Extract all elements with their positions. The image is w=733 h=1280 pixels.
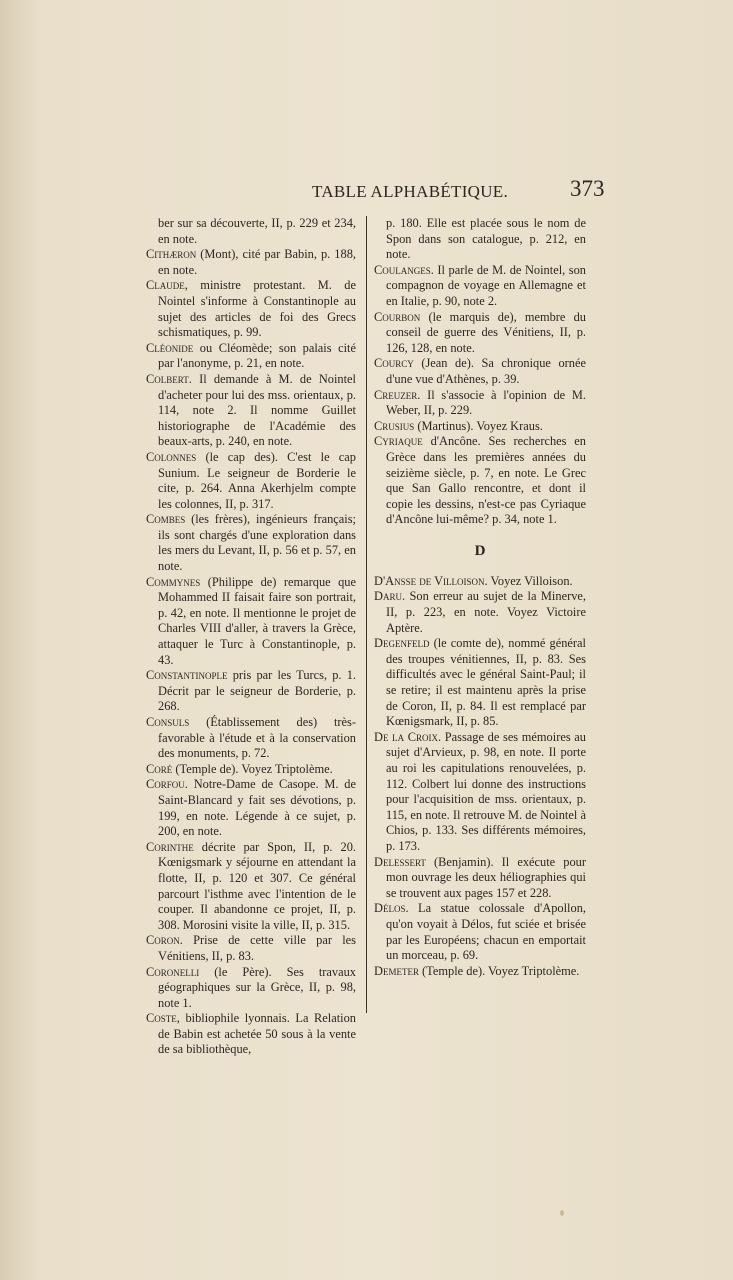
entry-text: (Mont), cité par Babin, p. 188, en note. (158, 247, 356, 277)
index-entry (146, 247, 356, 278)
entry-heading: Coste (146, 1011, 177, 1026)
entry-heading: Daru (374, 589, 402, 604)
running-title: TABLE ALPHABÉTIQUE. (312, 182, 509, 201)
entry-text: (Martinus). Voyez Kraus. (414, 418, 543, 433)
entry-heading: Cléonide (146, 340, 194, 355)
right-column (374, 216, 586, 979)
entry-heading: Cyriaque (374, 434, 423, 449)
entry-text: . Il s'associe à l'opinion de M. Weber, II, p. 229. (386, 387, 586, 418)
index-entry (146, 1011, 356, 1058)
index-entry (146, 668, 356, 715)
entry-heading: De la Croix (374, 729, 439, 744)
page-number: 373 (570, 176, 605, 201)
index-entry (146, 777, 356, 839)
index-entry (146, 933, 356, 964)
entry-heading: Cithæron (146, 247, 197, 262)
entry-heading: Colonnes (146, 449, 197, 464)
index-entry (374, 388, 586, 419)
index-entry (374, 901, 586, 963)
entry-text: décrite par Spon, II, p. 20. Kœnigsmark y séjourne en attendant la flotte, II, p. 120 et 307. Ce général parcourt l'isthme avec l'intention de le couper. Il abandonne ce projet, II, p. 308. Morosini visite la ville, II, p. 315. (158, 839, 356, 932)
entry-text: . Il parle de M. de Nointel, son compagnon de voyage en Allemagne et en Italie, p. 90, note 2. (386, 262, 586, 308)
entry-heading: Constantinople (146, 668, 228, 683)
index-entry (374, 574, 586, 590)
entry-heading: Commynes (146, 574, 201, 589)
index-entry (146, 965, 356, 1012)
entry-text: . Voyez Villoison. (484, 573, 573, 588)
entry-text: (le Père). Ses travaux géographiques sur la Grèce, II, p. 98, note 1. (158, 964, 356, 1010)
entry-heading: D'Ansse de Villoison (374, 573, 485, 588)
entry-text: (Temple de). Voyez Triptolème. (172, 761, 333, 776)
index-entry (374, 730, 586, 855)
entry-heading: Creuzer (374, 387, 418, 402)
left-column (146, 216, 356, 1058)
index-entry (146, 341, 356, 372)
entry-text: . Notre-Dame de Casope. M. de Saint-Blancard y fait ses dévotions, p. 199, en note. Légende à ce sujet, p. 200, en note. (158, 777, 356, 839)
index-entry-continuation (374, 216, 586, 263)
column-divider (366, 216, 367, 1013)
entry-heading: Corfou (146, 777, 185, 792)
entry-heading: Corinthe (146, 839, 194, 854)
entry-text: (le comte de), nommé général des troupes vénitiennes, II, p. 83. Ses difficultés avec le général Saint-Paul; il se retire; il est maintenu après la prise de Coron, II, p. 84. Il est remplacé par Kœnigsmark, II, p. 85. (386, 636, 586, 729)
index-entry (374, 855, 586, 902)
entry-heading: Combes (146, 512, 186, 527)
index-entry (374, 419, 586, 435)
entry-text: ber sur sa découverte, II, p. 229 et 234, en note. (158, 216, 356, 246)
entry-text: . Passage de ses mémoires au sujet d'Arvieux, p. 98, en note. Il porte au roi les capitulations renouvelées, p. 112. Colbert lui donne des instructions pour l'acquisition de mss. orientaux, p. 115, en note. Il retrouve M. de Nointel à Chios, p. 133. Ses différents mémoires, p. 173. (386, 729, 586, 853)
entry-text: (le marquis de), membre du conseil de guerre des Vénitiens, II, p. 126, 128, en note. (386, 309, 586, 355)
entry-text: (les frères), ingénieurs français; ils sont chargés d'une exploration dans les mers du Levant, II, p. 56 et p. 57, en note. (158, 512, 356, 574)
entry-text: pris par les Turcs, p. 1. Décrit par le seigneur de Borderie, p. 268. (158, 668, 356, 714)
entry-text: , ministre protestant. M. de Nointel s'informe à Constantinople au sujet des articles de foi des Grecs schismatiques, p. 99. (158, 278, 356, 340)
index-entry (146, 278, 356, 340)
entry-text: (Benjamin). Il exécute pour mon ouvrage les deux héliographies qui se trouvent aux pages 157 et 228. (386, 854, 586, 900)
entry-heading: Demeter (374, 963, 419, 978)
entry-text: , bibliophile lyonnais. La Relation de Babin est achetée 50 sous à la vente de sa bibliothèque, (158, 1011, 356, 1057)
index-entry (146, 840, 356, 934)
section-letter: D (474, 542, 486, 559)
entry-text: d'Ancône. Ses recherches en Grèce dans les premières années du seizième siècle, p. 7, en note. Le Grec que San Gallo rencontre, et dont il copie les dessins, n'est-ce pas Cyriaque d'Ancône lui-même? p. 34, note 1. (386, 434, 586, 527)
index-entry (146, 575, 356, 669)
entry-text: (Jean de). Sa chronique ornée d'une vue d'Athènes, p. 39. (386, 356, 586, 386)
entry-heading: Colbert (146, 371, 189, 386)
index-entry (146, 450, 356, 512)
index-entry (146, 762, 356, 778)
entry-heading: Degenfeld (374, 636, 430, 651)
entry-text: . Prise de cette ville par les Vénitiens, II, p. 83. (158, 933, 356, 963)
index-entry (374, 589, 586, 636)
index-entry (374, 964, 586, 980)
index-entry (374, 310, 586, 357)
index-entry (146, 512, 356, 574)
entry-text: . Il demande à M. de Nointel d'acheter pour lui des mss. orientaux, p. 114, note 2. Il nomme Guillet historiographe de l'Académie des beaux-arts, p. 240, en note. (158, 371, 356, 449)
index-entry (374, 434, 586, 528)
entry-heading: Delessert (374, 854, 426, 869)
entry-heading: Claude (146, 278, 185, 293)
entry-heading: Coron (146, 933, 180, 948)
entry-heading: Courbon (374, 309, 421, 324)
entry-text: . Son erreur au sujet de la Minerve, II, p. 223, en note. Voyez Victoire Aptère. (386, 589, 586, 635)
index-entry (146, 372, 356, 450)
entry-heading: Courcy (374, 356, 414, 371)
entry-heading: Crusius (374, 418, 415, 433)
entry-heading: Coulanges (374, 262, 431, 277)
index-entry-continuation (146, 216, 356, 247)
entry-text: (Philippe de) remarque que Mohammed II faisait faire son portrait, p. 42, en note. Il mentionne le projet de Charles VIII d'aller, à travers la Grèce, attaquer le Turc à Constantinople, p. 43. (158, 574, 356, 667)
entry-text: (le cap des). C'est le cap Sunium. Le seigneur de Borderie le cite, p. 264. Anna Akerhjelm compte les colonnes, II, p. 317. (158, 449, 356, 511)
index-entry (146, 715, 356, 762)
entry-heading: Coré (146, 761, 173, 776)
entry-text: . La statue colossale d'Apollon, qu'on voyait à Délos, fut sciée et brisée par les Européens; chacun en emportait un morceau, p. 69. (386, 901, 586, 963)
entry-heading: Coronelli (146, 964, 200, 979)
index-entry (374, 356, 586, 387)
entry-text: (Temple de). Voyez Triptolème. (418, 963, 580, 978)
paper-spot (560, 1210, 564, 1216)
entry-heading: Consuls (146, 715, 190, 729)
index-entry (374, 636, 586, 730)
entry-heading: Délos (374, 901, 406, 916)
entry-text: (Établissement des) très-favorable à l'étude et à la conservation des monuments, p. 72. (158, 715, 356, 761)
index-entry (374, 263, 586, 310)
entry-text: p. 180. Elle est placée sous le nom de Spon dans son catalogue, p. 212, en note. (386, 216, 586, 262)
entry-text: ou Cléomède; son palais cité par l'anonyme, p. 21, en note. (158, 340, 356, 371)
